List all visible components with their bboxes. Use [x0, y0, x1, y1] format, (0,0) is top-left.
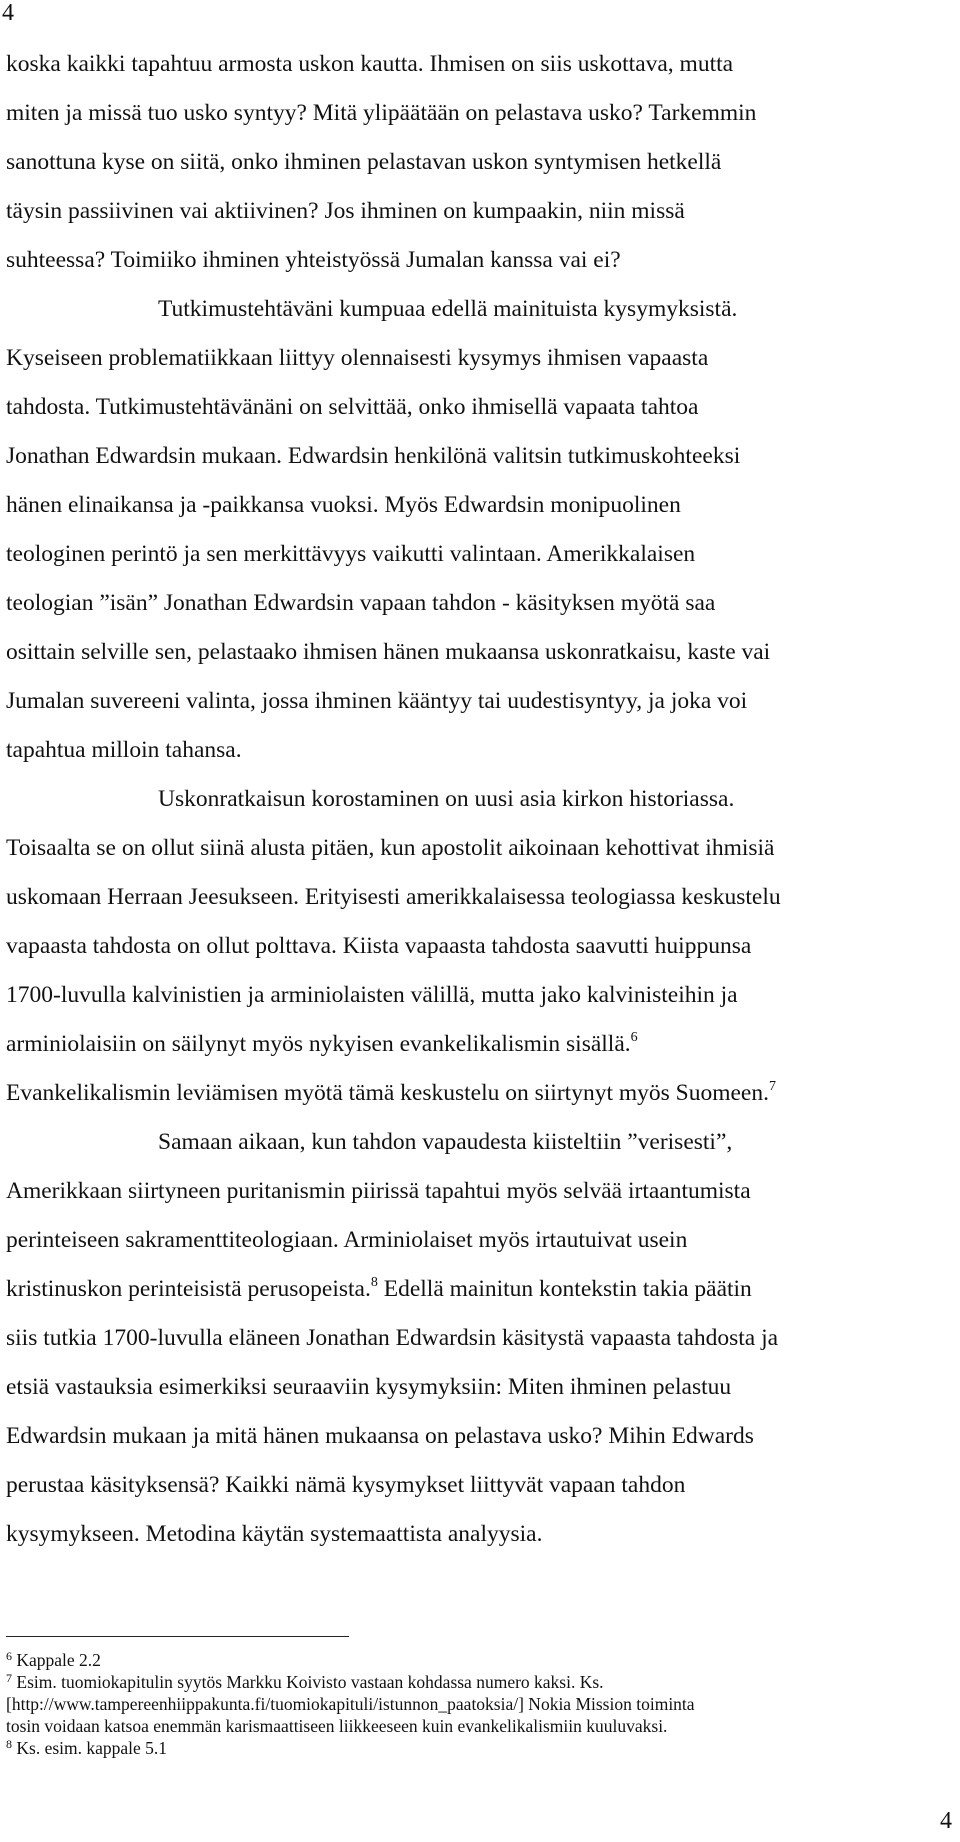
footnote-7-continuation: tosin voidaan katsoa enemmän karismaattiseen liikkeeseen kuin evankelikalismiin kuuluvaksi.: [6, 1716, 668, 1736]
text-line: [6, 1069, 954, 1118]
text-line: miten ja missä tuo usko syntyy? Mitä ylipäätään on pelastava usko? Tarkemmin: [6, 100, 757, 126]
footnote-ref-8[interactable]: 8: [370, 1275, 378, 1290]
text-line: Kyseiseen problematiikkaan liittyy olennaisesti kysymys ihmisen vapaasta: [6, 345, 709, 371]
text-line: vapaasta tahdosta on ollut polttava. Kiista vapaasta tahdosta saavutti huippunsa: [6, 933, 752, 959]
footnote-mark: 6: [6, 1649, 12, 1663]
text-line: hänen elinaikansa ja -paikkansa vuoksi. Myös Edwardsin monipuolinen: [6, 492, 681, 518]
text-line: teologian ”isän” Jonathan Edwardsin vapaan tahdon - käsityksen myötä saa: [6, 590, 716, 616]
text-line: osittain selville sen, pelastaako ihmisen hänen mukaansa uskonratkaisu, kaste vai: [6, 639, 771, 665]
footnote-ref-6[interactable]: 6: [630, 1030, 638, 1045]
text-line: sanottuna kyse on siitä, onko ihminen pelastavan uskon syntymisen hetkellä: [6, 149, 722, 175]
footnote-text: Kappale 2.2: [12, 1650, 101, 1670]
text-line: [6, 1020, 954, 1069]
text-line: etsiä vastauksia esimerkiksi seuraaviin kysymyksiin: Miten ihminen pelastuu: [6, 1374, 732, 1400]
text-line: Samaan aikaan, kun tahdon vapaudesta kiisteltiin ”verisesti”,: [158, 1129, 733, 1155]
text-line: 1700-luvulla kalvinistien ja arminiolaisten välillä, mutta jako kalvinisteihin ja: [6, 982, 738, 1008]
text-line: tapahtua milloin tahansa.: [6, 737, 242, 763]
body-text: [6, 40, 954, 1559]
footnote-mark: 8: [6, 1737, 12, 1751]
text-line: perinteiseen sakramenttiteologiaan. Arminiolaiset myös irtautuivat usein: [6, 1227, 688, 1253]
footnote-8: [6, 1737, 954, 1759]
footnotes: [6, 1649, 954, 1759]
footnote-mark: 7: [6, 1671, 12, 1685]
text-line: Tutkimustehtäväni kumpuaa edellä mainituista kysymyksistä.: [158, 296, 738, 322]
text-line: Jonathan Edwardsin mukaan. Edwardsin henkilönä valitsin tutkimuskohteeksi: [6, 443, 741, 469]
page-number-top: 4: [2, 0, 14, 26]
footnote-6: [6, 1649, 954, 1671]
footnote-ref-7[interactable]: 7: [768, 1079, 776, 1094]
text-line: Uskonratkaisun korostaminen on uusi asia kirkon historiassa.: [158, 786, 735, 812]
text-line: uskomaan Herraan Jeesukseen. Erityisesti amerikkalaisessa teologiassa keskustelu: [6, 884, 781, 910]
text-line: täysin passiivinen vai aktiivinen? Jos ihminen on kumpaakin, niin missä: [6, 198, 685, 224]
footnote-7: [6, 1671, 954, 1693]
text-line: suhteessa? Toimiiko ihminen yhteistyössä Jumalan kanssa vai ei?: [6, 247, 621, 273]
text-line: teologinen perintö ja sen merkittävyys vaikutti valintaan. Amerikkalaisen: [6, 541, 696, 567]
text-line: tahdosta. Tutkimustehtävänäni on selvittää, onko ihmisellä vapaata tahtoa: [6, 394, 699, 420]
text-line: kysymykseen. Metodina käytän systemaattista analyysia.: [6, 1521, 543, 1547]
text-line-content: arminiolaisiin on säilynyt myös nykyisen evankelikalismin sisällä.: [6, 1031, 631, 1057]
footnote-text: Esim. tuomiokapitulin syytös Markku Koivisto vastaan kohdassa numero kaksi. Ks.: [12, 1672, 604, 1692]
text-line: [6, 1265, 954, 1314]
text-line: Toisaalta se on ollut siinä alusta pitäen, kun apostolit aikoinaan kehottivat ihmisiä: [6, 835, 775, 861]
text-line: koska kaikki tapahtuu armosta uskon kautta. Ihmisen on siis uskottava, mutta: [6, 51, 734, 77]
text-line-content: Edellä mainitun kontekstin takia päätin: [377, 1276, 752, 1302]
text-line: Amerikkaan siirtyneen puritanismin piirissä tapahtui myös selvää irtaantumista: [6, 1178, 751, 1204]
text-line-content: Evankelikalismin leviämisen myötä tämä keskustelu on siirtynyt myös Suomeen.: [6, 1080, 769, 1106]
text-line: Jumalan suvereeni valinta, jossa ihminen kääntyy tai uudestisyntyy, ja joka voi: [6, 688, 748, 714]
text-line: perustaa käsityksensä? Kaikki nämä kysymykset liittyvät vapaan tahdon: [6, 1472, 686, 1498]
text-line: Edwardsin mukaan ja mitä hänen mukaansa on pelastava usko? Mihin Edwards: [6, 1423, 754, 1449]
text-line: siis tutkia 1700-luvulla eläneen Jonathan Edwardsin käsitystä vapaasta tahdosta ja: [6, 1325, 779, 1351]
text-line-content: kristinuskon perinteisistä perusopeista.: [6, 1276, 371, 1302]
footnote-separator: [6, 1636, 349, 1637]
page-number-bottom: 4: [940, 1808, 952, 1834]
footnote-text: Ks. esim. kappale 5.1: [12, 1738, 168, 1758]
footnote-7-link[interactable]: [http://www.tampereenhiippakunta.fi/tuomiokapituli/istunnon_paatoksia/] Nokia Mission toiminta: [6, 1694, 695, 1714]
